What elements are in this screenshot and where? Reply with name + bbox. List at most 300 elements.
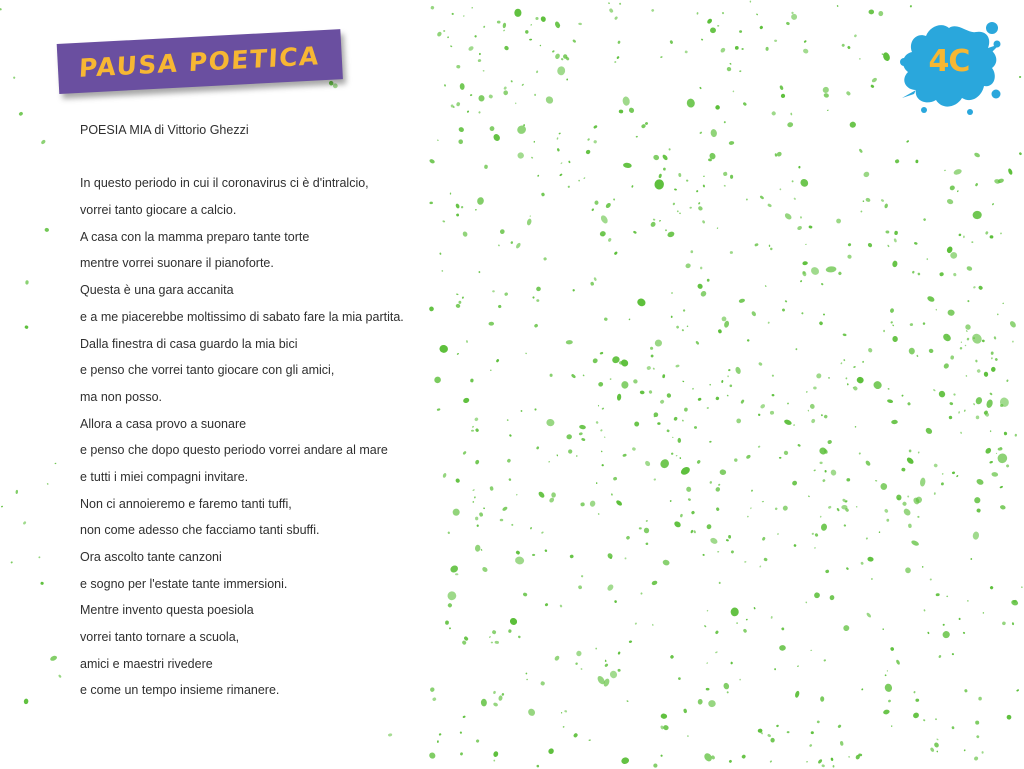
paint-drop — [820, 462, 823, 464]
paint-drop — [791, 180, 794, 183]
paint-drop — [660, 713, 667, 719]
paint-drop — [699, 131, 702, 134]
paint-drop — [492, 133, 501, 142]
paint-drop — [439, 252, 441, 255]
paint-drop — [503, 45, 509, 51]
paint-drop — [952, 653, 955, 655]
paint-drop — [471, 430, 474, 432]
paint-drop — [510, 241, 513, 244]
paint-drop — [525, 352, 527, 354]
paint-drop — [820, 696, 824, 702]
paint-drop — [693, 530, 696, 534]
paint-drop — [472, 426, 474, 429]
paint-drop — [709, 481, 712, 484]
paint-drop — [530, 24, 532, 26]
paint-drop — [554, 655, 561, 662]
paint-drop — [837, 724, 841, 728]
paint-drop — [791, 480, 798, 486]
paint-drop — [793, 544, 796, 547]
paint-drop — [742, 102, 747, 107]
paint-drop — [746, 619, 748, 621]
paint-drop — [589, 500, 596, 508]
paint-drop — [973, 286, 976, 289]
paint-drop — [964, 323, 972, 331]
paint-drop — [631, 185, 634, 188]
paint-drop — [455, 573, 458, 575]
paint-drop — [444, 84, 446, 87]
paint-drop — [868, 9, 874, 14]
paint-drop — [432, 697, 437, 702]
paint-drop — [887, 244, 890, 247]
paint-drop — [430, 5, 435, 10]
paint-drop — [579, 432, 583, 436]
paint-drop — [640, 592, 643, 595]
paint-drop — [767, 321, 770, 324]
paint-drop — [758, 445, 761, 448]
paint-drop — [971, 241, 973, 243]
paint-drop — [685, 50, 688, 53]
paint-drop — [948, 416, 952, 420]
paint-drop — [784, 300, 787, 303]
paint-drop — [450, 45, 453, 47]
paint-drop — [893, 238, 897, 243]
paint-drop — [759, 25, 764, 30]
paint-drop — [500, 519, 504, 522]
poem-line: vorrei tanto giocare a calcio. — [80, 203, 237, 218]
paint-drop — [807, 410, 809, 412]
paint-drop — [496, 359, 500, 363]
paint-drop — [653, 218, 656, 221]
paint-drop — [669, 40, 673, 45]
paint-drop — [926, 295, 935, 303]
paint-drop — [805, 601, 807, 603]
paint-drop — [475, 516, 479, 520]
paint-drop — [478, 111, 481, 114]
paint-drop — [907, 402, 911, 406]
paint-drop — [591, 208, 594, 212]
paint-drop — [849, 121, 857, 129]
paint-drop — [871, 77, 878, 83]
paint-drop — [556, 454, 558, 456]
paint-drop — [679, 465, 691, 476]
paint-drop — [670, 500, 672, 502]
paint-drop — [456, 102, 461, 107]
paint-drop — [1012, 622, 1014, 625]
paint-drop — [783, 450, 789, 456]
paint-drop — [472, 489, 475, 492]
paint-drop — [604, 436, 606, 438]
paint-drop — [776, 724, 779, 727]
paint-drop — [800, 216, 803, 219]
paint-drop — [441, 270, 443, 272]
paint-drop — [561, 712, 563, 714]
paint-drop — [738, 298, 745, 303]
paint-drop — [653, 411, 659, 417]
paint-drop — [842, 333, 846, 336]
paint-drop — [572, 289, 575, 292]
poem-line: ma non posso. — [80, 389, 162, 404]
paint-drop — [509, 434, 512, 437]
paint-drop — [23, 521, 27, 525]
paint-drop — [508, 629, 512, 633]
paint-drop — [617, 40, 620, 44]
paint-drop — [959, 347, 962, 350]
paint-drop — [662, 154, 669, 161]
paint-drop — [870, 84, 875, 88]
paint-drop — [828, 377, 830, 379]
paint-drop — [942, 624, 944, 626]
paint-drop — [891, 725, 893, 727]
paint-drop — [550, 374, 553, 377]
paint-drop — [615, 499, 623, 506]
paint-drop — [750, 1, 752, 3]
paint-drop — [525, 30, 529, 34]
paint-drop — [865, 537, 868, 540]
paint-drop — [760, 403, 766, 409]
paint-drop — [933, 463, 938, 468]
paint-drop — [663, 168, 666, 171]
paint-drop — [941, 482, 944, 485]
paint-drop — [489, 486, 494, 491]
paint-drop — [677, 210, 679, 212]
paint-drop — [944, 170, 946, 172]
paint-drop — [532, 296, 535, 299]
paint-drop — [588, 739, 591, 741]
paint-drop — [689, 207, 692, 209]
paint-drop — [462, 451, 467, 456]
paint-drop — [40, 581, 44, 585]
paint-drop — [580, 502, 585, 507]
paint-drop — [887, 670, 889, 672]
paint-drop — [991, 351, 994, 355]
paint-drop — [934, 492, 936, 495]
paint-drop — [437, 408, 441, 411]
paint-drop — [723, 171, 728, 176]
paint-drop — [659, 458, 671, 470]
paint-drop — [13, 76, 16, 79]
paint-drop — [514, 9, 521, 17]
paint-drop — [724, 121, 726, 123]
paint-drop — [817, 759, 823, 765]
paint-drop — [730, 251, 733, 254]
paint-drop — [686, 98, 696, 108]
paint-drop — [617, 669, 621, 673]
paint-drop — [815, 372, 822, 379]
paint-drop — [884, 508, 889, 513]
paint-drop — [527, 707, 537, 717]
paint-drop — [958, 233, 961, 236]
paint-drop — [515, 102, 517, 104]
paint-drop — [613, 198, 616, 201]
paint-drop — [614, 251, 618, 256]
paint-drop — [514, 556, 524, 565]
paint-drop — [455, 203, 460, 209]
paint-drop — [759, 195, 764, 200]
paint-drop — [989, 585, 994, 590]
paint-drop — [676, 325, 680, 329]
paint-drop — [884, 683, 893, 693]
paint-drop — [559, 173, 563, 176]
paint-drop — [659, 220, 661, 222]
paint-drop — [436, 31, 442, 37]
paint-drop — [896, 494, 902, 501]
paint-drop — [671, 452, 674, 455]
paint-drop — [845, 377, 847, 379]
paint-drop — [44, 228, 49, 233]
paint-drop — [493, 702, 499, 707]
paint-drop — [970, 558, 972, 560]
paint-drop — [450, 193, 451, 195]
paint-drop — [677, 438, 681, 443]
paint-drop — [581, 437, 586, 441]
paint-drop — [848, 756, 850, 758]
paint-drop — [728, 535, 731, 539]
paint-drop — [629, 640, 633, 643]
paint-drop — [47, 483, 49, 485]
paint-drop — [847, 383, 849, 386]
paint-drop — [23, 698, 28, 704]
paint-drop — [885, 674, 887, 676]
paint-drop — [475, 545, 481, 552]
paint-drop — [568, 449, 573, 454]
paint-drop — [774, 39, 777, 42]
paint-drop — [654, 339, 662, 347]
paint-drop — [991, 357, 993, 360]
paint-drop — [715, 396, 719, 400]
poem-line: non come adesso che facciamo tanti sbuffi. — [80, 523, 320, 538]
paint-drop — [492, 290, 495, 292]
paint-drop — [25, 280, 29, 285]
paint-drop — [686, 486, 692, 492]
paint-drop — [813, 469, 816, 471]
paint-drop — [915, 699, 919, 702]
paint-drop — [511, 524, 513, 526]
paint-drop — [461, 206, 464, 209]
paint-drop — [540, 16, 547, 23]
paint-drop — [699, 86, 702, 89]
paint-drop — [522, 592, 527, 597]
paint-drop — [472, 501, 474, 503]
paint-drop — [727, 395, 729, 397]
paint-drop — [999, 486, 1003, 489]
paint-drop — [532, 554, 535, 556]
paint-drop — [989, 461, 993, 464]
paint-drop — [625, 535, 630, 540]
paint-drop — [618, 109, 623, 113]
paint-drop — [715, 486, 721, 492]
paint-drop — [943, 362, 950, 369]
paint-drop — [867, 242, 873, 248]
paint-drop — [494, 641, 499, 644]
paint-drop — [516, 124, 528, 136]
paint-drop — [561, 58, 564, 61]
paint-drop — [892, 336, 898, 343]
paint-drop — [697, 699, 702, 705]
paint-drop — [616, 56, 620, 60]
paint-drop — [797, 444, 801, 448]
paint-drop — [568, 160, 571, 163]
paint-drop — [791, 11, 794, 14]
paint-drop — [729, 141, 735, 145]
paint-drop — [674, 188, 677, 191]
paint-drop — [529, 39, 532, 41]
paint-drop — [739, 679, 740, 681]
paint-drop — [949, 185, 956, 191]
paint-drop — [771, 374, 774, 377]
paint-drop — [564, 710, 567, 713]
paint-drop — [823, 92, 829, 98]
paint-drop — [721, 380, 723, 383]
poem-line: amici e maestri rivedere — [80, 656, 213, 671]
paint-drop — [709, 537, 718, 545]
paint-drop — [543, 257, 547, 261]
paint-drop — [922, 566, 924, 568]
paint-drop — [957, 190, 959, 192]
paint-drop — [890, 321, 893, 324]
paint-drop — [474, 35, 477, 38]
paint-drop — [682, 419, 684, 421]
paint-drop — [860, 210, 863, 213]
paint-drop — [491, 642, 493, 644]
paint-drop — [691, 510, 696, 515]
paint-drop — [594, 200, 598, 204]
paint-drop — [811, 731, 814, 734]
paint-drop — [706, 524, 712, 530]
paint-drop — [963, 632, 966, 635]
paint-drop — [539, 44, 541, 46]
paint-drop — [497, 21, 501, 24]
paint-drop — [604, 317, 608, 321]
paint-drop — [862, 200, 864, 202]
paint-drop — [846, 567, 850, 571]
paint-drop — [794, 690, 800, 698]
paint-drop — [855, 426, 857, 428]
paint-drop — [506, 458, 511, 463]
paint-drop — [694, 426, 697, 429]
paint-drop — [821, 414, 824, 417]
paint-drop — [483, 25, 486, 28]
paint-drop — [779, 645, 786, 651]
paint-drop — [614, 16, 618, 21]
paint-drop — [702, 554, 704, 556]
paint-drop — [458, 139, 464, 145]
paint-drop — [696, 283, 703, 290]
paint-drop — [811, 532, 814, 535]
paint-drop — [907, 495, 909, 497]
paint-drop — [635, 622, 638, 625]
paint-drop — [478, 95, 484, 102]
paint-drop — [1012, 340, 1014, 342]
paint-drop — [973, 403, 976, 406]
paint-drop — [846, 91, 852, 97]
paint-drop — [439, 344, 449, 353]
paint-drop — [558, 132, 561, 134]
paint-drop — [540, 681, 546, 686]
paint-drop — [437, 139, 439, 141]
paint-drop — [520, 410, 522, 412]
paint-drop — [710, 27, 716, 33]
paint-drop — [718, 483, 721, 486]
paint-drop — [611, 493, 613, 496]
paint-drop — [456, 65, 461, 69]
paint-drop — [709, 441, 712, 443]
paint-drop — [808, 225, 813, 229]
paint-drop — [1002, 303, 1004, 305]
paint-drop — [476, 524, 479, 527]
paint-drop — [433, 375, 442, 384]
poem-line: Questa è una gara accanita — [80, 283, 234, 298]
paint-drop — [501, 693, 504, 696]
paint-drop — [1000, 505, 1007, 511]
poem-line: Dalla finestra di casa guardo la mia bici — [80, 336, 298, 351]
poem — [80, 117, 404, 704]
paint-drop — [767, 733, 772, 737]
paint-drop — [628, 107, 635, 114]
paint-drop — [531, 156, 534, 159]
paint-drop — [475, 209, 477, 211]
paint-drop — [810, 650, 812, 651]
paint-drop — [865, 460, 872, 467]
paint-drop — [719, 469, 726, 475]
paint-drop — [708, 700, 716, 707]
paint-drop — [739, 30, 742, 33]
paint-drop — [989, 392, 993, 396]
paint-drop — [723, 682, 730, 690]
paint-drop — [489, 636, 491, 638]
paint-drop — [933, 742, 940, 749]
paint-drop — [732, 90, 734, 92]
paint-drop — [822, 479, 826, 483]
paint-drop — [547, 747, 555, 755]
paint-drop — [858, 452, 861, 455]
paint-drop — [991, 472, 998, 477]
paint-drop — [853, 366, 856, 368]
paint-drop — [923, 218, 927, 222]
paint-drop — [758, 413, 761, 416]
paint-drop — [566, 78, 568, 80]
paint-drop — [686, 325, 688, 327]
paint-drop — [882, 51, 891, 62]
paint-drop — [1006, 464, 1010, 468]
paint-drop — [617, 651, 620, 655]
paint-drop — [645, 542, 648, 545]
paint-drop — [784, 212, 793, 221]
paint-drop — [863, 171, 871, 178]
paint-drop — [919, 477, 925, 487]
paint-drop — [779, 85, 784, 91]
paint-drop — [690, 250, 693, 253]
paint-drop — [853, 386, 859, 392]
paint-drop — [917, 516, 919, 518]
paint-drop — [765, 285, 767, 287]
paint-drop — [1007, 168, 1013, 175]
paint-drop — [952, 471, 956, 474]
paint-drop — [771, 394, 774, 397]
paint-drop — [498, 244, 501, 246]
paint-drop — [481, 699, 487, 707]
paint-drop — [673, 520, 682, 528]
paint-drop — [751, 310, 757, 317]
paint-drop — [730, 662, 733, 665]
paint-drop — [695, 340, 699, 345]
paint-drop — [388, 733, 393, 737]
paint-drop — [950, 355, 955, 360]
paint-drop — [782, 505, 789, 512]
paint-drop — [973, 756, 979, 762]
paint-drop — [687, 498, 691, 502]
poem-line: vorrei tanto tornare a scuola, — [80, 630, 240, 645]
paint-drop — [498, 305, 502, 309]
